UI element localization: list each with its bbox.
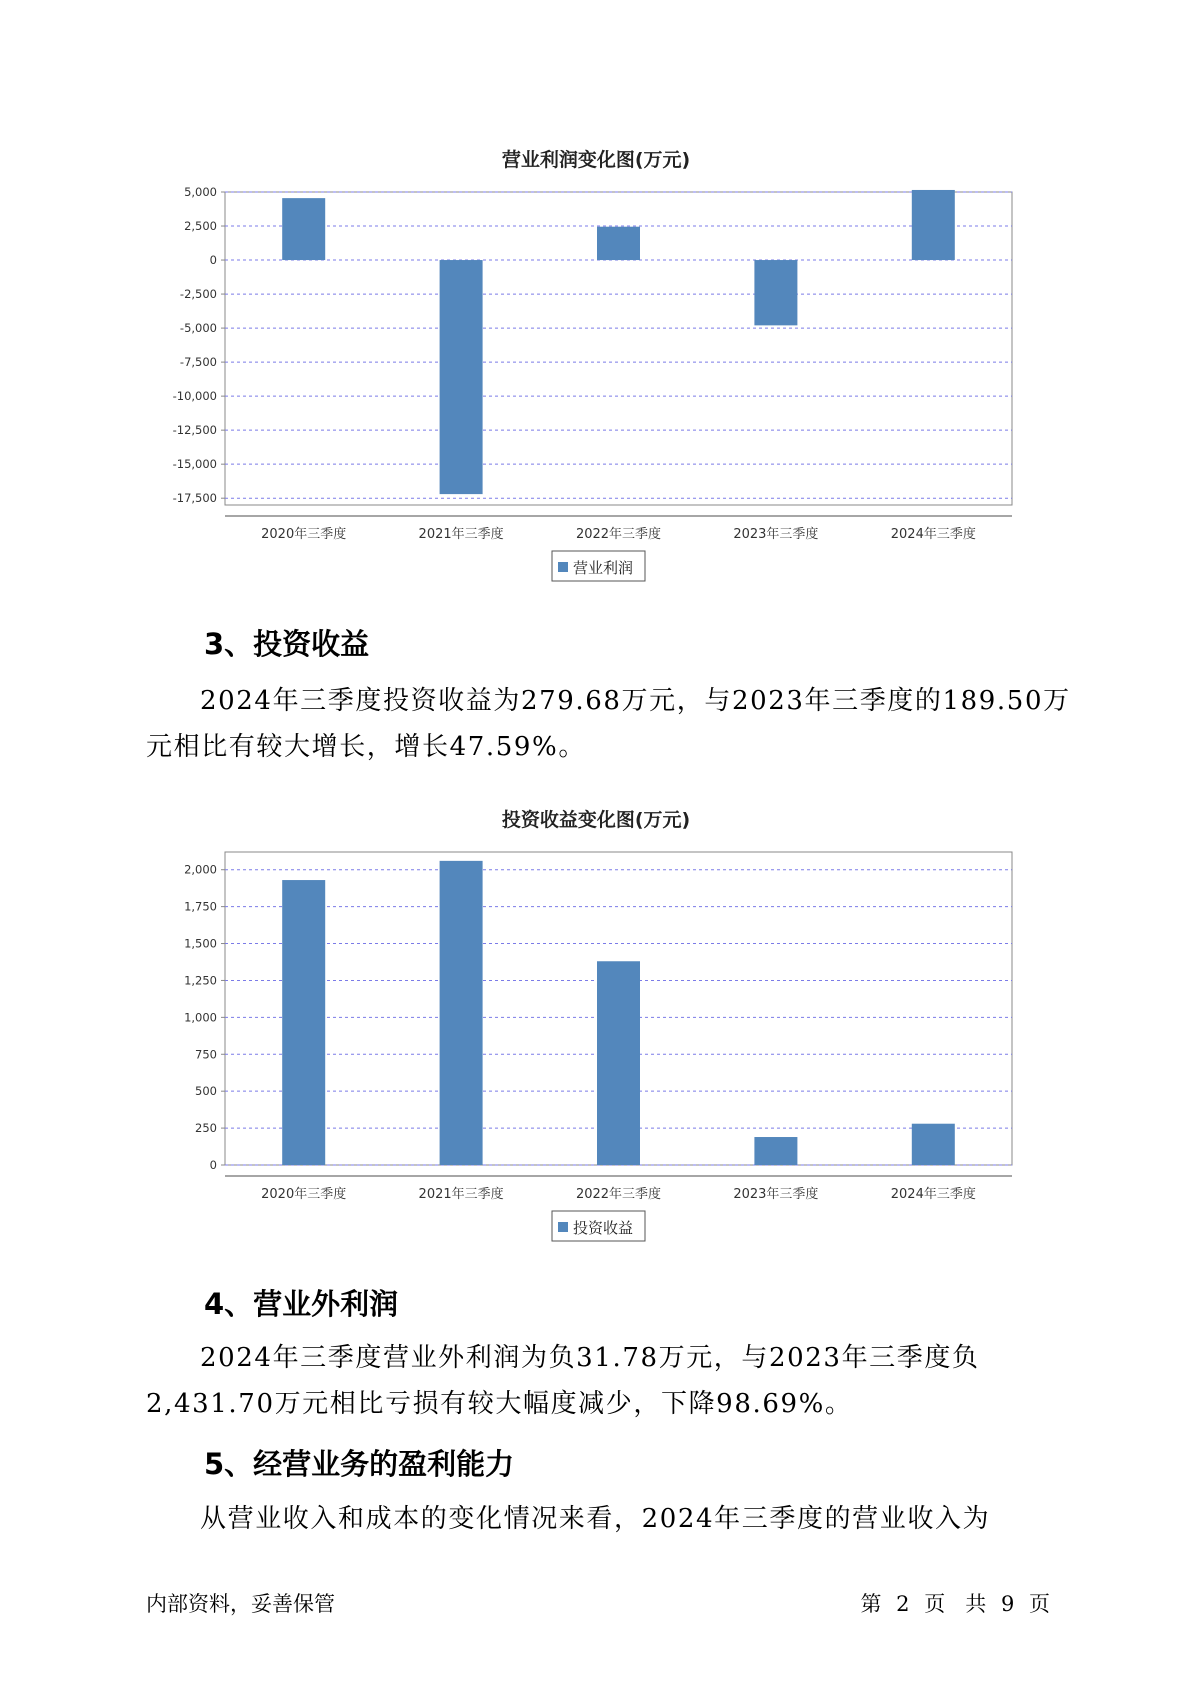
page-suffix: 页: [1029, 1592, 1050, 1616]
y-tick-label: 0: [209, 253, 217, 268]
y-tick-label: 0: [209, 1158, 217, 1172]
operating-profit-chart: [0, 130, 1191, 600]
category-label: 2021年三季度: [418, 1187, 504, 1202]
bar: [440, 861, 483, 1165]
y-tick-label: 1,750: [184, 899, 217, 914]
category-label: 2021年三季度: [418, 527, 504, 542]
category-label: 2022年三季度: [575, 527, 662, 542]
bar: [912, 190, 955, 260]
bar: [754, 260, 797, 325]
y-tick-label: 500: [195, 1084, 217, 1099]
category-label: 2024年三季度: [890, 527, 976, 542]
category-label: 2020年三季度: [261, 527, 347, 542]
footer-page-number: [860, 1588, 1050, 1618]
y-tick-label: -15,000: [172, 457, 217, 472]
y-tick-label: 750: [195, 1047, 217, 1062]
investment-income-chart-svg: [0, 790, 1191, 1260]
y-tick-label: 1,250: [184, 973, 217, 988]
page-current: 2: [896, 1592, 910, 1616]
page-prefix: 第: [860, 1592, 882, 1616]
y-tick-label: 2,000: [184, 862, 217, 877]
page-total: 9: [1000, 1592, 1015, 1616]
y-tick-label: -12,500: [172, 423, 217, 438]
page-mid: 页 共: [924, 1592, 987, 1616]
legend-label: 投资收益: [573, 1219, 634, 1237]
y-tick-label: -5,000: [179, 321, 217, 336]
y-tick-label: 2,500: [184, 219, 217, 234]
legend-swatch: [558, 1222, 568, 1232]
bar: [597, 227, 640, 260]
y-tick-label: 5,000: [184, 185, 217, 199]
category-label: 2023年三季度: [733, 527, 819, 542]
legend-swatch: [558, 562, 568, 572]
y-tick-label: 250: [195, 1121, 217, 1136]
section-3-paragraph: 2024年三季度投资收益为279.68万元，与2023年三季度的189.50万元相比有较大增长，增长47.59%。: [146, 686, 1071, 762]
section-5-heading: 5、经营业务的盈利能力: [204, 1447, 515, 1481]
y-tick-label: -2,500: [179, 287, 217, 302]
category-label: 2022年三季度: [575, 1187, 662, 1202]
chart-title: 投资收益变化图(万元): [501, 809, 691, 831]
operating-profit-chart-svg: [0, 130, 1191, 600]
section-5-paragraph: 从营业收入和成本的变化情况来看，2024年三季度的营业收入为: [200, 1504, 991, 1534]
legend-label: 营业利润: [573, 559, 634, 577]
y-tick-label: 1,500: [184, 936, 217, 951]
bar: [282, 198, 325, 260]
investment-income-chart: [0, 790, 1191, 1260]
y-tick-label: -7,500: [179, 355, 217, 370]
y-tick-label: -10,000: [172, 389, 217, 404]
footer-confidential-note: 内部资料，妥善保管: [146, 1592, 335, 1616]
section-3-heading: 3、投资收益: [204, 627, 370, 661]
section-4-heading: 4、营业外利润: [204, 1287, 399, 1321]
section-4-paragraph: 2024年三季度营业外利润为负31.78万元，与2023年三季度负2,431.70万元相比亏损有较大幅度减少，下降98.69%。: [146, 1343, 980, 1419]
y-tick-label: -17,500: [172, 491, 217, 506]
legend: [552, 1211, 645, 1241]
bar: [597, 961, 640, 1165]
bar: [912, 1124, 955, 1165]
bar: [282, 880, 325, 1165]
category-label: 2024年三季度: [890, 1187, 976, 1202]
chart-title: 营业利润变化图(万元): [501, 149, 691, 171]
y-tick-label: 1,000: [184, 1010, 217, 1025]
bar: [754, 1137, 797, 1165]
category-label: 2020年三季度: [261, 1187, 347, 1202]
legend: [552, 551, 645, 581]
category-label: 2023年三季度: [733, 1187, 819, 1202]
bar: [440, 260, 483, 494]
